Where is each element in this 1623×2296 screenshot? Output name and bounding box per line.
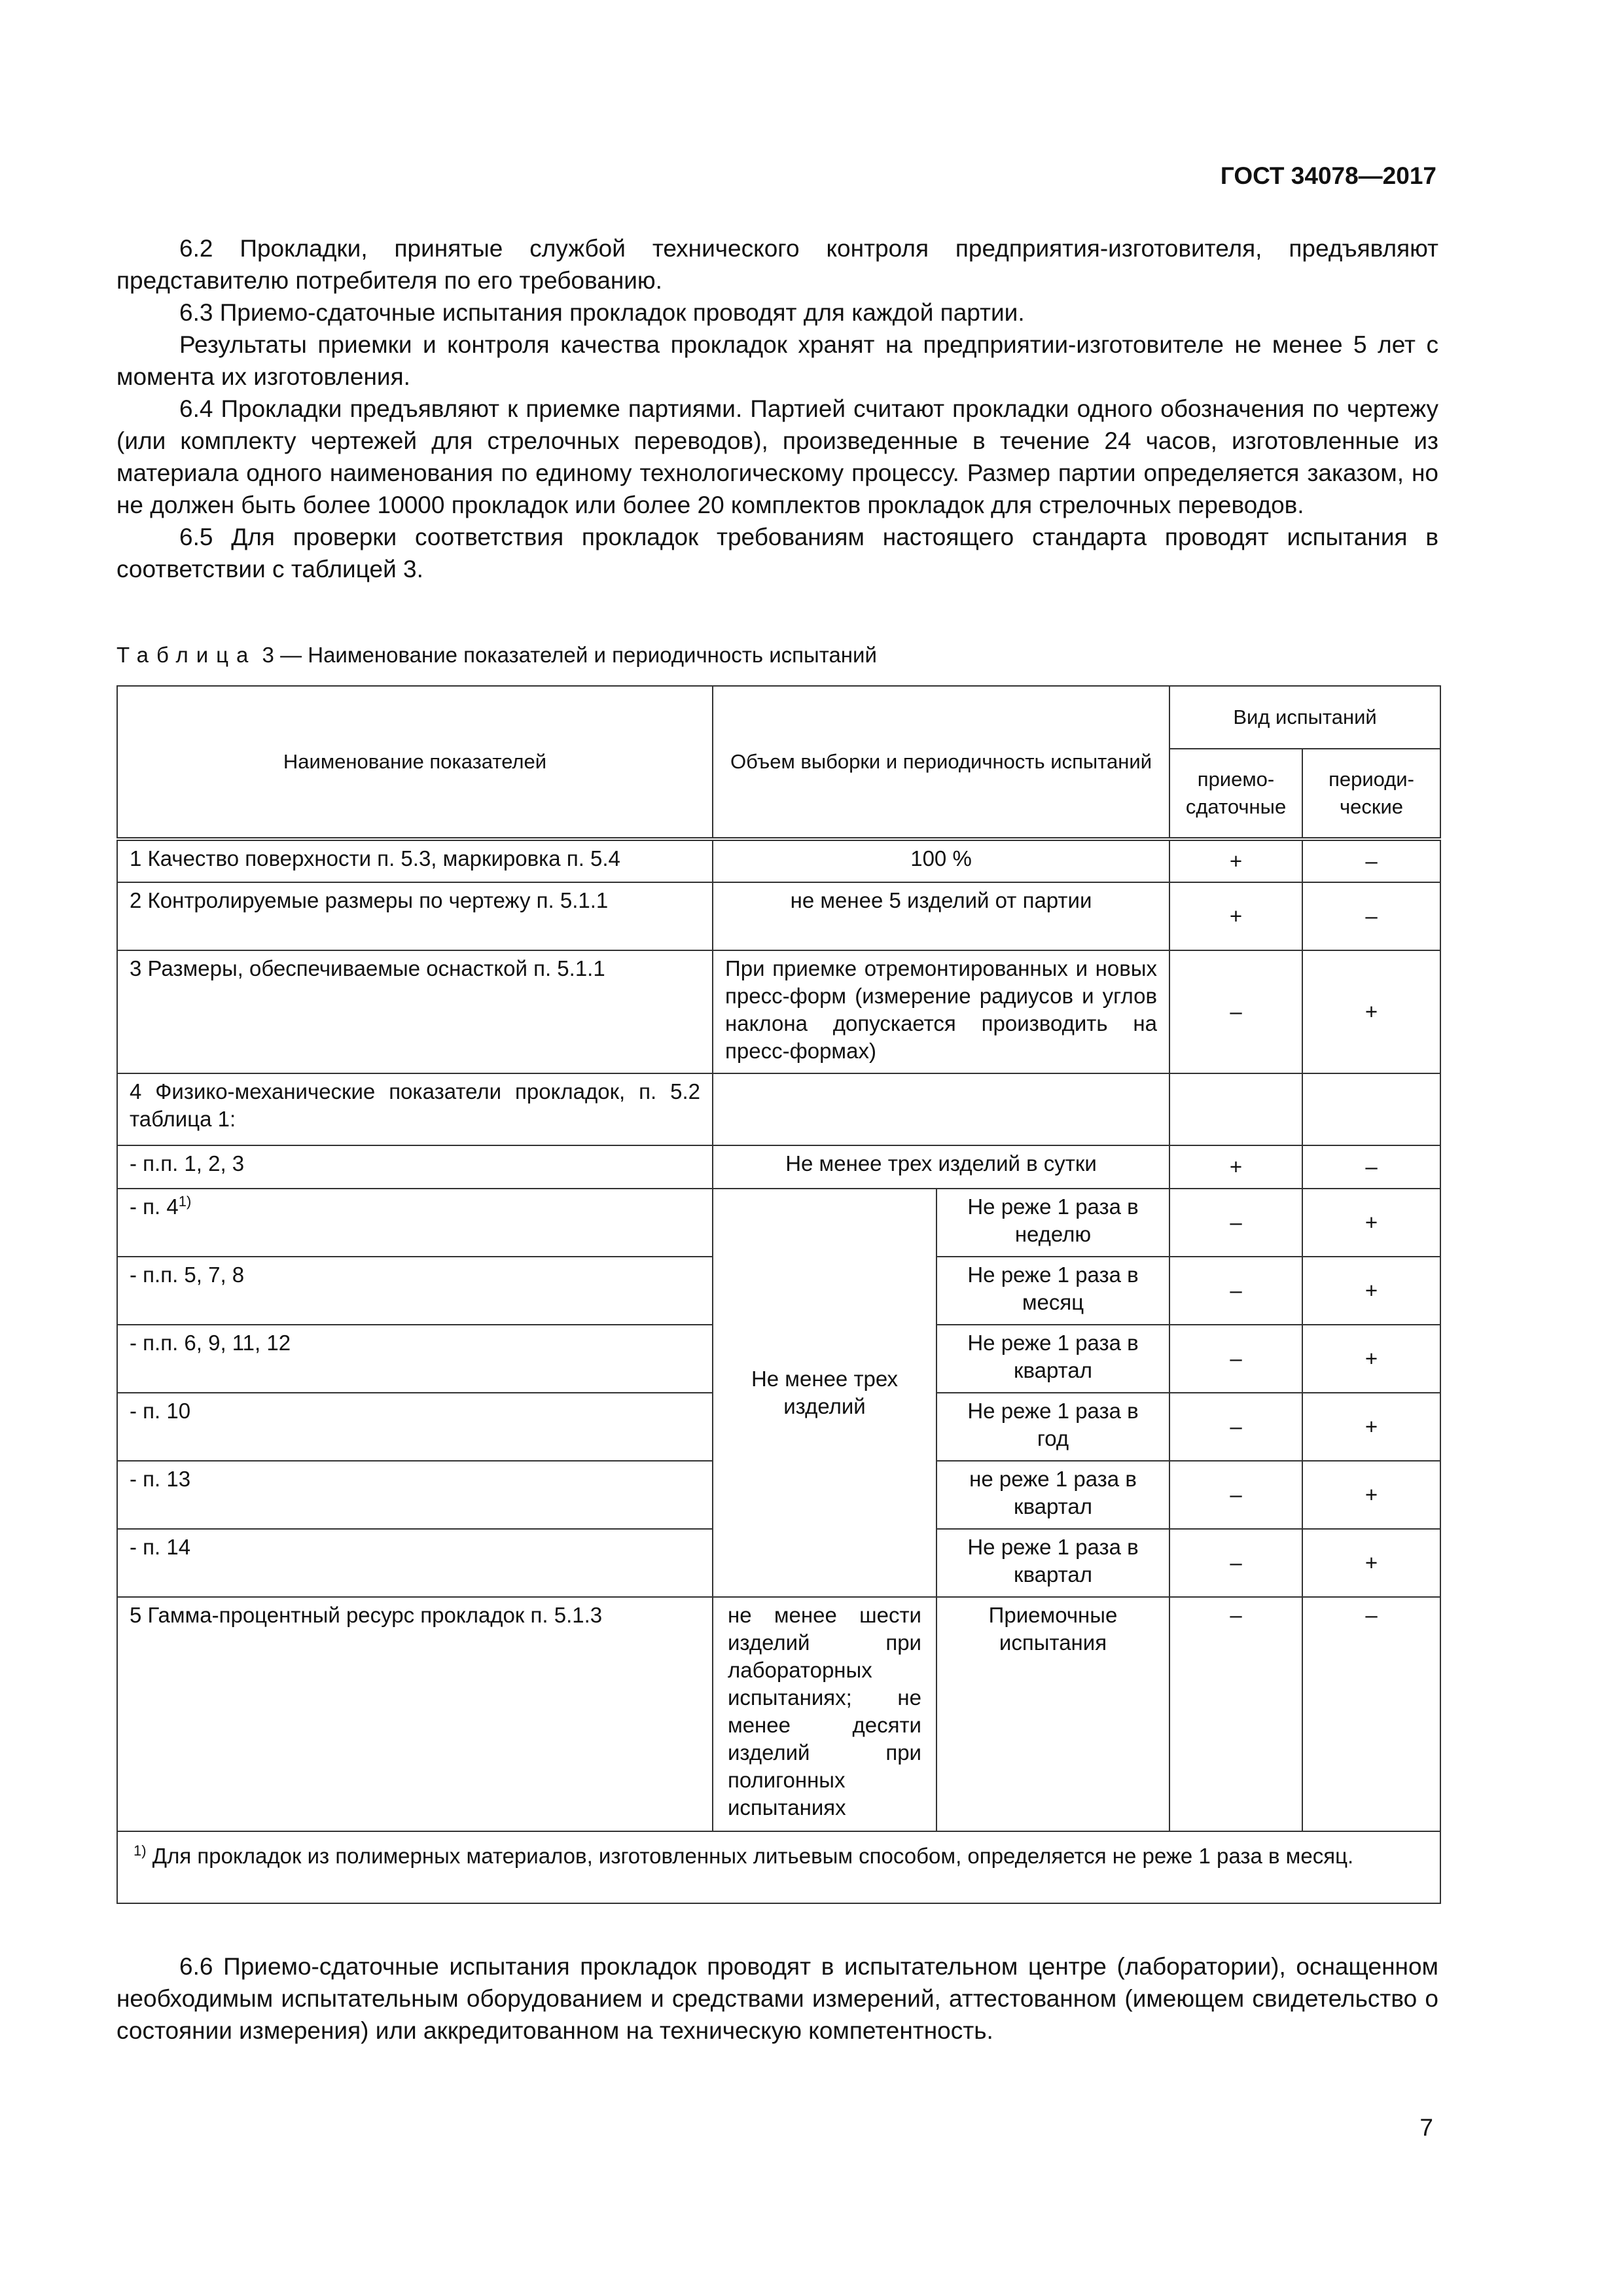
cell-frequency: не реже 1 раза в квартал bbox=[936, 1461, 1169, 1529]
cell-group-volume: Не менее трех изделий bbox=[713, 1189, 936, 1597]
table-row bbox=[117, 1073, 1440, 1145]
cell-acceptance: + bbox=[1169, 882, 1302, 950]
cell-acceptance-empty bbox=[1169, 1073, 1302, 1145]
footnote-ref: 1) bbox=[178, 1193, 192, 1210]
table-row bbox=[117, 1189, 1440, 1257]
table-caption-text: 3 — Наименование показателей и периодичность испытаний bbox=[256, 643, 877, 667]
table-header-row bbox=[117, 686, 1440, 749]
header-acceptance: приемо-сдаточные bbox=[1169, 749, 1302, 839]
header-kind: Вид испытаний bbox=[1169, 686, 1440, 749]
cell-volume: не менее шести изделий при лабораторных испытаниях; не менее десяти изделий при полигонных испытаниях bbox=[713, 1597, 936, 1831]
cell-periodic: + bbox=[1302, 1461, 1440, 1529]
cell-periodic: + bbox=[1302, 1257, 1440, 1325]
cell-name: 5 Гамма-процентный ресурс прокладок п. 5.1.3 bbox=[117, 1597, 713, 1831]
header-name: Наименование показателей bbox=[117, 686, 713, 839]
cell-name: - п. 14 bbox=[117, 1529, 713, 1597]
table-caption bbox=[116, 643, 877, 668]
document-code: ГОСТ 34078—2017 bbox=[1220, 162, 1436, 189]
cell-name: 1 Качество поверхности п. 5.3, маркировка п. 5.4 bbox=[117, 839, 713, 882]
table-footnote-row bbox=[117, 1831, 1440, 1903]
paragraph-6-4: 6.4 Прокладки предъявляют к приемке партиями. Партией считают прокладки одного обозначения по чертежу (или комплекту чертежей для стрелочных переводов), произведенные в течение 24 часов, изготовленные из материала одного наименования по единому технологическому процессу. Размер партии определяется заказом, но не должен быть более 10000 прокладок или более 20 комплектов прокладок для стрелочных переводов. bbox=[116, 395, 1438, 518]
cell-acceptance: – bbox=[1169, 1257, 1302, 1325]
table-caption-prefix: Таблица bbox=[116, 643, 257, 667]
cell-volume-empty bbox=[713, 1073, 1169, 1145]
cell-name: - п. 13 bbox=[117, 1461, 713, 1529]
cell-volume: не менее 5 изделий от партии bbox=[713, 882, 1169, 950]
tests-table bbox=[116, 685, 1441, 1904]
footnote-text: Для прокладок из полимерных материалов, изготовленных литьевым способом, определяется не реже 1 раза в месяц. bbox=[146, 1844, 1354, 1868]
cell-periodic: + bbox=[1302, 1325, 1440, 1393]
cell-periodic: + bbox=[1302, 1393, 1440, 1461]
cell-acceptance: + bbox=[1169, 1145, 1302, 1189]
cell-frequency: Не реже 1 раза в год bbox=[936, 1393, 1169, 1461]
header-volume: Объем выборки и периодичность испытаний bbox=[713, 686, 1169, 839]
table-row bbox=[117, 1145, 1440, 1189]
cell-volume: При приемке отремонтированных и новых пресс-форм (измерение радиусов и углов наклона допускается производить на пресс-формах) bbox=[713, 950, 1169, 1073]
cell-acceptance: – bbox=[1169, 1461, 1302, 1529]
cell-frequency: Приемочные испытания bbox=[936, 1597, 1169, 1831]
cell-volume: 100 % bbox=[713, 839, 1169, 882]
table-footnote bbox=[117, 1831, 1440, 1903]
cell-acceptance: – bbox=[1169, 1597, 1302, 1831]
table-row bbox=[117, 1597, 1440, 1831]
cell-name: - п. 10 bbox=[117, 1393, 713, 1461]
cell-periodic: – bbox=[1302, 882, 1440, 950]
cell-periodic: – bbox=[1302, 839, 1440, 882]
cell-name: 3 Размеры, обеспечиваемые оснасткой п. 5.1.1 bbox=[117, 950, 713, 1073]
cell-periodic: – bbox=[1302, 1597, 1440, 1831]
cell-name: - п.п. 6, 9, 11, 12 bbox=[117, 1325, 713, 1393]
paragraph-6-3-results: Результаты приемки и контроля качества прокладок хранят на предприятии-изготовителе не менее 5 лет с момента их изготовления. bbox=[116, 331, 1438, 390]
cell-acceptance: – bbox=[1169, 1189, 1302, 1257]
cell-volume: Не менее трех изделий в сутки bbox=[713, 1145, 1169, 1189]
cell-frequency: Не реже 1 раза в неделю bbox=[936, 1189, 1169, 1257]
cell-name: - п.п. 1, 2, 3 bbox=[117, 1145, 713, 1189]
cell-name: 2 Контролируемые размеры по чертежу п. 5.1.1 bbox=[117, 882, 713, 950]
header-periodic: периоди-ческие bbox=[1302, 749, 1440, 839]
cell-name: 4 Физико-механические показатели прокладок, п. 5.2 таблица 1: bbox=[117, 1073, 713, 1145]
table-row bbox=[117, 882, 1440, 950]
cell-periodic: – bbox=[1302, 1145, 1440, 1189]
cell-name bbox=[117, 1189, 713, 1257]
closing-text bbox=[116, 1950, 1438, 2047]
paragraph-6-2: 6.2 Прокладки, принятые службой технического контроля предприятия-изготовителя, предъявляют представителю потребителя по его требованию. bbox=[116, 235, 1438, 294]
table-row bbox=[117, 839, 1440, 882]
paragraph-6-5: 6.5 Для проверки соответствия прокладок требованиям настоящего стандарта проводят испытания в соответствии с таблицей 3. bbox=[116, 524, 1438, 583]
cell-periodic: + bbox=[1302, 1529, 1440, 1597]
cell-periodic: + bbox=[1302, 1189, 1440, 1257]
paragraph-6-3: 6.3 Приемо-сдаточные испытания прокладок проводят для каждой партии. bbox=[179, 299, 1025, 326]
cell-frequency: Не реже 1 раза в месяц bbox=[936, 1257, 1169, 1325]
cell-name: - п.п. 5, 7, 8 bbox=[117, 1257, 713, 1325]
cell-periodic: + bbox=[1302, 950, 1440, 1073]
paragraph-6-6: 6.6 Приемо-сдаточные испытания прокладок проводят в испытательном центре (лаборатории), оснащенном необходимым испытательным оборудованием и средствами измерений, аттестованном (имеющем свидетельство о состоянии измерения) или аккредитованном на техническую компетентность. bbox=[116, 1953, 1438, 2044]
cell-acceptance: – bbox=[1169, 1325, 1302, 1393]
page-number: 7 bbox=[1419, 2114, 1433, 2141]
footnote-mark: 1) bbox=[134, 1842, 147, 1859]
cell-acceptance: – bbox=[1169, 950, 1302, 1073]
table-row bbox=[117, 950, 1440, 1073]
cell-acceptance: – bbox=[1169, 1393, 1302, 1461]
cell-acceptance: – bbox=[1169, 1529, 1302, 1597]
cell-frequency: Не реже 1 раза в квартал bbox=[936, 1325, 1169, 1393]
cell-periodic-empty bbox=[1302, 1073, 1440, 1145]
body-text bbox=[116, 232, 1438, 585]
cell-frequency: Не реже 1 раза в квартал bbox=[936, 1529, 1169, 1597]
cell-name-text: - п. 4 bbox=[130, 1194, 179, 1219]
cell-acceptance: + bbox=[1169, 839, 1302, 882]
